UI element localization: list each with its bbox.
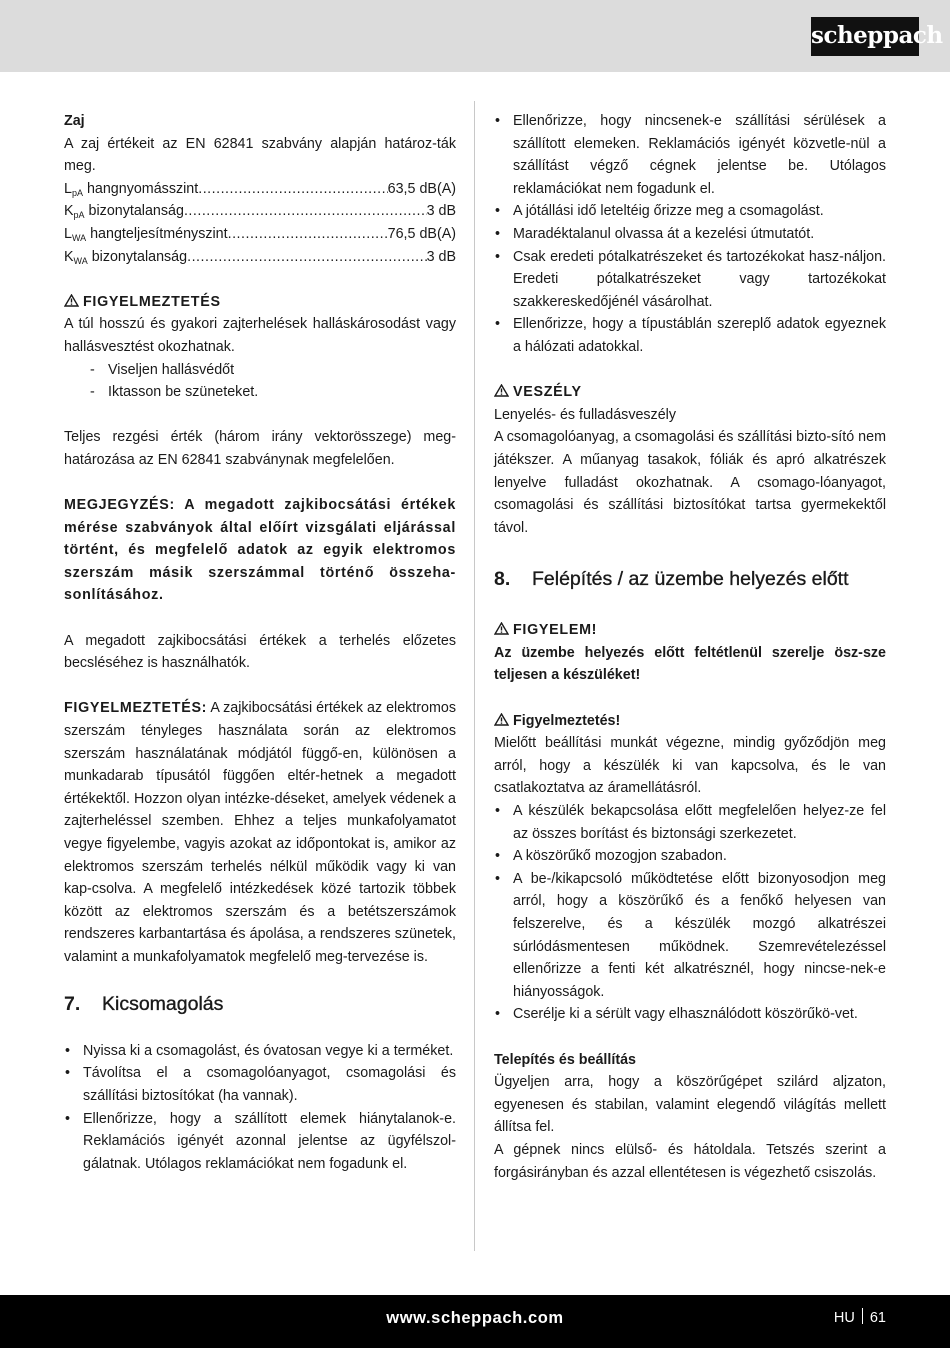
left-column bbox=[64, 110, 456, 1175]
list-item: • Ellenőrizze, hogy nincsenek-e szállítási sérülések a szállított elemeken. Reklamációs igényét közvetle-nül a szállítást végző cégnek jelentse be. Utólagos reklamációkat nem fogadunk el. bbox=[494, 110, 886, 200]
danger-title: VESZÉLY bbox=[494, 381, 886, 404]
right-column bbox=[494, 110, 886, 1184]
section-7-heading: 7. Kicsomagolás bbox=[64, 993, 224, 1016]
dash-item: - Viseljen hallásvédőt bbox=[90, 361, 235, 378]
list-item: • Nyissa ki a csomagolást, és óvatosan vegye ki a terméket. bbox=[64, 1040, 456, 1063]
warning3-title: Figyelmeztetés! bbox=[494, 710, 886, 733]
warning-title: FIGYELMEZTETÉS bbox=[64, 291, 456, 314]
logo-text: scheppach bbox=[811, 22, 943, 49]
dot-leader bbox=[184, 200, 427, 223]
spec-row bbox=[64, 246, 456, 269]
zaj-intro: A zaj értékeit az EN 62841 szabvány alapján határoz-ták meg. bbox=[64, 135, 456, 175]
warning-text: A túl hosszú és gyakori zajterhelések halláskárosodást vagy hallásvesztést okozhatnak. bbox=[64, 316, 456, 355]
attention-title: FIGYELEM! bbox=[494, 619, 886, 642]
dot-leader bbox=[187, 246, 426, 269]
language-code: HU bbox=[833, 1310, 855, 1326]
warning2-label: FIGYELMEZTETÉS: bbox=[64, 700, 208, 717]
list-item: • Maradéktalanul olvassa át a kezelési útmutatót. bbox=[494, 223, 886, 246]
spec-value: 63,5 dB(A) bbox=[387, 180, 456, 197]
unpacking-list bbox=[64, 1040, 456, 1176]
list-item: • Ellenőrizze, hogy a típustáblán szereplő adatok egyeznek a hálózati adatokkal. bbox=[494, 313, 886, 358]
estimate-text: A megadott zajkibocsátási értékek a terhelés előzetes becsléséhez is használhatók. bbox=[64, 632, 456, 672]
check-list bbox=[494, 110, 886, 359]
page-number: 61 bbox=[869, 1310, 886, 1326]
warning3-text: Mielőtt beállítási munkát végezne, mindig győződjön meg arról, hogy a készülék ki van kapcsolva, és le van csatlakoztatva az áramellátásról. bbox=[494, 735, 886, 797]
danger-subtitle: Lenyelés- és fulladásveszély bbox=[494, 406, 676, 423]
warning-triangle-icon bbox=[494, 713, 509, 726]
install-title: Telepítés és beállítás bbox=[494, 1051, 636, 1068]
warning-triangle-icon bbox=[494, 384, 509, 397]
list-item: • A jótállási idő leteltéig őrizze meg a csomagolást. bbox=[494, 200, 886, 223]
footer-bar bbox=[0, 1295, 950, 1348]
list-item: • A be-/kikapcsoló működtetése előtt bizonyosodjon meg arról, hogy a köszörűkő és a fenőkő helyesen van felszerelve, és a készülék mozgó alkatrészei súrlódásmentesen működnek. Szemrevételezéssel ellenőrizze a fenti két alkatrésznél, hogy nincse-nek-e hiányosságok. bbox=[494, 868, 886, 1004]
dot-leader bbox=[228, 223, 388, 246]
header-bar bbox=[0, 0, 950, 72]
footer-url[interactable]: www.scheppach.com bbox=[386, 1309, 564, 1327]
page-indicator bbox=[834, 1295, 886, 1341]
spec-value: 76,5 dB(A) bbox=[387, 225, 456, 242]
spec-row bbox=[64, 200, 456, 223]
noise-spec-list bbox=[64, 178, 456, 268]
dot-leader bbox=[198, 178, 387, 201]
list-item: • Csak eredeti pótalkatrészeket és tartozékokat hasz-náljon. Eredeti pótalkatrészeket vagy tartozékokat szakkereskedőjénél vásárolhat. bbox=[494, 246, 886, 314]
spec-label: $L_{WA}$ hangteljesítményszint bbox=[64, 225, 228, 243]
list-item: • Cserélje ki a sérült vagy elhasználódott köszörűkö-vet. bbox=[494, 1003, 886, 1026]
attention-text: Az üzembe helyezés előtt feltétlenül szerelje ösz-sze teljesen a készüléket! bbox=[494, 644, 886, 684]
dash-item: - Iktasson be szüneteket. bbox=[90, 384, 259, 401]
spec-row bbox=[64, 223, 456, 246]
warning-triangle-icon bbox=[494, 622, 509, 635]
warning2-paragraph: FIGYELMEZTETÉS: A zajkibocsátási értékek az elektromos szerszám tényleges használata során az elektromos szerszám használatának módjától függő-en, különösen a munkadarab típusától függően eltér-hetnek a megadott értékektől. Hozzon olyan intézke-déseket, amelyek védenek a zajterheléssel szemben. Ehhez a teljes munkafolyamatot vegye figyelembe, vagyis azokat az időpontokat is, amikor az elektromos szerszám terhelés nélkül működik vagy ki van kap-csolva. A megfelelő intézkedések közé tartozik többek között az elektromos szerszám és a betétszerszámok rendszeres karbantartása és ápolása, a rendszeres szünetek, valamint a munkafolyamatok megfelelő meg-tervezése is. bbox=[64, 700, 457, 965]
spec-label: $K_{pA}$ bizonytalanság bbox=[64, 203, 184, 221]
scheppach-logo bbox=[811, 17, 943, 56]
setup-check-list bbox=[494, 800, 886, 1026]
spec-row bbox=[64, 178, 456, 201]
column-divider bbox=[474, 101, 475, 1251]
section-8-heading: 8. Felépítés / az üzembe helyezés előtt bbox=[494, 568, 849, 591]
warning-triangle-icon bbox=[64, 294, 79, 307]
install-text-1: Ügyeljen arra, hogy a köszörűgépet szilárd aljzaton, egyenesen és stabilan, valamint elegendő világítás mellett állítsa fel. bbox=[494, 1074, 886, 1136]
vibration-text: Teljes rezgési érték (három irány vektorösszege) meg-határozása az EN 62841 szabványnak megfelelően. bbox=[64, 429, 456, 468]
install-text-2: A gépnek nincs elülső- és hátoldala. Tetszés szerint a forgásirányban és azzal ellentétesen is végezhető csiszolás. bbox=[494, 1141, 886, 1181]
zaj-heading: Zaj bbox=[64, 113, 85, 129]
spec-label: $L_{pA}$ hangnyomásszint bbox=[64, 180, 199, 198]
note-paragraph: MEGJEGYZÉS: A megadott zajkibocsátási értékek mérése szabványok által előírt vizsgálati eljárással történt, és megfelelő adatok az egyik elektromos szerszám másik szerszámmal történő összeha-sonlításához. bbox=[64, 497, 456, 604]
list-item: • Ellenőrizze, hogy a szállított elemek hiánytalanok-e. Reklamációs igényét azonnal jelentse az ügyfélszol-gálatnak. Utólagos reklamációkat nem fogadunk el. bbox=[64, 1108, 456, 1176]
separator bbox=[862, 1308, 863, 1324]
danger-text: A csomagolóanyag, a csomagolási és szállítási bizto-sító nem játékszer. A műanyag tasakok, fóliák és apró alkatrészek lenyelve fulladást okozhatnak. A csomago-lóanyagot, csomagolási és szállítási biztosítókat tartsa gyermekektől távol. bbox=[494, 429, 886, 536]
spec-label: $K_{WA}$ bizonytalanság bbox=[64, 248, 188, 266]
note-label: MEGJEGYZÉS: bbox=[64, 497, 175, 514]
spec-value: 3 dB bbox=[426, 248, 456, 265]
list-item: • A készülék bekapcsolása előtt megfelelően helyez-ze fel az összes borítást és biztonsági szerkezetet. bbox=[494, 800, 886, 845]
list-item: • Távolítsa el a csomagolóanyagot, csomagolási és szállítási biztosítókat (ha vannak). bbox=[64, 1062, 456, 1107]
list-item: • A köszörűkő mozogjon szabadon. bbox=[494, 845, 886, 868]
spec-value: 3 dB bbox=[426, 203, 456, 220]
